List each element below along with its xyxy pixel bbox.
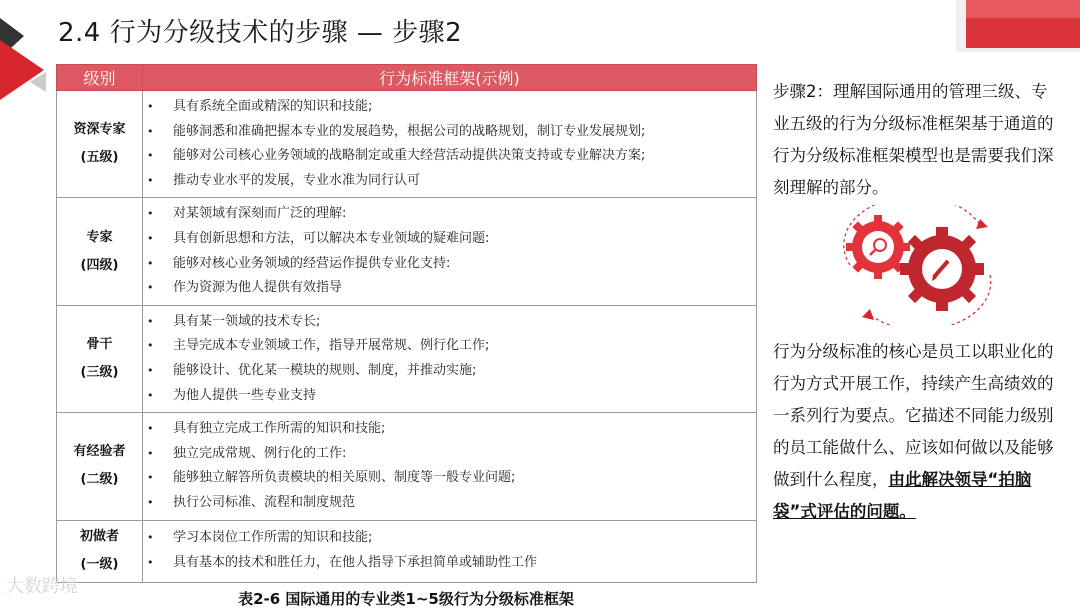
list-item: • 能够洞悉和准确把握本专业的发展趋势，根据公司的战略规划，制订专业发展规划; [147,120,750,145]
level-rank: (五级) [80,150,119,166]
gears-illustration [830,205,1012,325]
step-description: 步骤2：理解国际通用的管理三级、专业五级的行为分级标准框架基于通道的行为分级标准框架模型也是需要我们深刻理解的部分。 [773,82,1054,197]
table-row [57,198,757,305]
description-cell [143,413,757,520]
behavior-framework-table [56,64,757,583]
core-description [773,336,1055,528]
table-row [57,413,757,520]
list-item: • 学习本岗位工作所需的知识和技能; [147,526,750,551]
list-item: • 具有基本的技术和胜任力，在他人指导下承担简单或辅助性工作 [147,551,750,576]
column-header-level: 级别 [57,65,143,91]
watermark: 大数跨境 [6,576,78,597]
pencil-gear-icon [900,227,984,311]
page-title: 2.4 行为分级技术的步骤 — 步骤2 [58,18,463,48]
core-text: 行为分级标准的核心是员工以职业化的行为方式开展工作，持续产生高绩效的一系列行为要点。它描述不同能力级别的员工能做什么、应该如何做以及能够做到什么程度， [773,342,1054,489]
level-name: 有经验者 [73,444,126,460]
table-caption: 表2-6 国际通用的专业类1~5级行为分级标准框架 [238,590,574,608]
description-cell [143,305,757,412]
level-rank: (四级) [80,257,119,273]
table-header-row [57,65,757,91]
list-item: • 作为资源为他人提供有效指导 [147,276,750,301]
core-emphasis: 由此解决领导“拍脑袋”式评估的问题。 [773,470,1032,521]
description-cell [143,91,757,198]
list-item: • 能够独立解答所负责模块的相关原则、制度等一般专业问题; [147,466,750,491]
list-item: • 具有某一领域的技术专长; [147,310,750,335]
table-row [57,305,757,412]
list-item: • 能够对核心业务领域的经营运作提供专业化支持: [147,252,750,277]
level-cell [57,91,143,198]
description-cell [143,198,757,305]
column-header-framework: 行为标准框架(示例) [143,65,757,91]
level-rank: (三级) [80,364,119,380]
level-name: 资深专家 [73,122,126,138]
list-item: • 为他人提供一些专业支持 [147,384,750,409]
list-item: • 具有创新思想和方法，可以解决本专业领域的疑难问题: [147,227,750,252]
list-item: • 能够设计、优化某一模块的规则、制度，并推动实施; [147,359,750,384]
level-cell [57,198,143,305]
header-accent-block [956,0,1080,52]
list-item: • 独立完成常规、例行化的工作: [147,442,750,467]
table-row [57,520,757,582]
list-item: • 对某领域有深刻而广泛的理解: [147,202,750,227]
table-row [57,91,757,198]
level-name: 专家 [86,229,113,245]
level-cell [57,413,143,520]
list-item: • 具有独立完成工作所需的知识和技能; [147,417,750,442]
level-name: 初做者 [79,529,119,544]
level-rank: (一级) [80,557,119,572]
corner-decoration [0,0,60,110]
level-rank: (二级) [80,472,119,488]
list-item: • 能够对公司核心业务领域的战略制定或重大经营活动提供决策支持或专业解决方案; [147,144,750,169]
level-name: 骨干 [86,336,113,352]
description-cell [143,520,757,582]
list-item: • 执行公司标准、流程和制度规范 [147,491,750,516]
list-item: • 具有系统全面或精深的知识和技能; [147,95,750,120]
level-cell [57,305,143,412]
list-item: • 主导完成本专业领域工作，指导开展常规、例行化工作; [147,334,750,359]
list-item: • 推动专业水平的发展，专业水准为同行认可 [147,169,750,194]
